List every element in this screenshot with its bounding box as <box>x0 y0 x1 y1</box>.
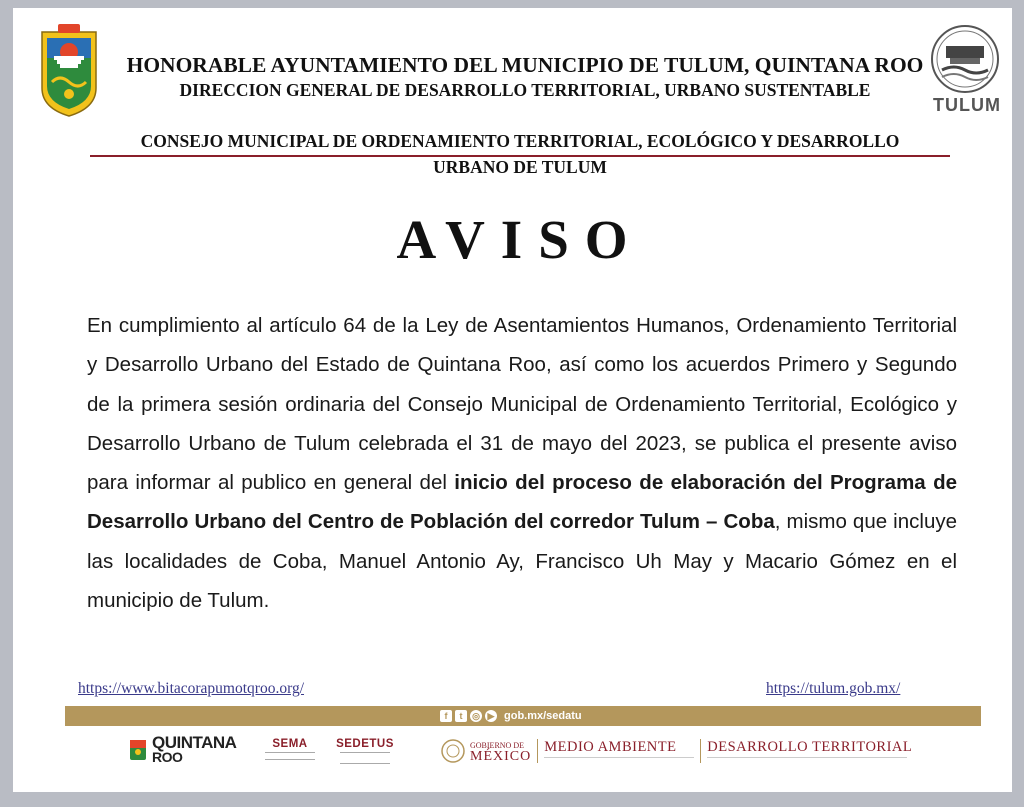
footer-divider-1 <box>537 739 538 763</box>
dept-medio-ambiente: MEDIO AMBIENTE <box>544 739 677 755</box>
qroo-name-1: QUINTANA <box>152 733 237 752</box>
qroo-name-2: ROO <box>152 749 183 765</box>
twitter-icon[interactable]: t <box>455 710 467 722</box>
dept1-sub-line <box>544 757 694 762</box>
sema-sub-lines <box>265 752 315 760</box>
header-subtitle: DIRECCION GENERAL DE DESARROLLO TERRITORIAL, URBANO SUSTENTABLE <box>179 80 871 100</box>
dept-desarrollo-territorial: DESARROLLO TERRITORIAL <box>707 739 913 755</box>
sedetus-label: SEDETUS <box>336 738 394 750</box>
notice-text-before: En cumplimiento al artículo 64 de la Ley de Asentamientos Humanos, Ordenamiento Territorial y Desarrollo Urbano del Estado de Quintana Roo, así como los acuerdos Primero y Segundo de la primera sesión ordinaria del Consejo Municipal de Ordenamiento Territorial, Ecológico y Desarrollo Urbano de Tulum celebrada el 31 de mayo del 2023, se publica el presente aviso para informar al publico en general del <box>87 314 957 495</box>
notice-heading: AVISO <box>396 209 644 270</box>
notice-body <box>87 306 957 620</box>
social-handle: gob.mx/sedatu <box>504 710 582 722</box>
tulum-logo-text: TULUM <box>933 95 1001 115</box>
council-title-line2: URBANO DE TULUM <box>433 157 607 177</box>
facebook-icon[interactable]: f <box>440 710 452 722</box>
notice-text-after: , mismo que incluye las localidades de Coba, Manuel Antonio Ay, Francisco Uh May y Macario Gómez en el municipio de Tulum. <box>87 510 957 613</box>
footer-divider-2 <box>700 739 701 763</box>
instagram-icon[interactable]: ◎ <box>470 710 482 722</box>
quintana-roo-logo <box>128 733 237 765</box>
sema-label: SEMA <box>272 738 308 750</box>
sema-logo <box>255 738 325 762</box>
gob-line1: GOBIERNO DE <box>470 741 524 750</box>
council-title-line1: CONSEJO MUNICIPAL DE ORDENAMIENTO TERRITORIAL, ECOLÓGICO Y DESARROLLO <box>140 131 900 151</box>
sedetus-logo <box>330 738 400 766</box>
social-bar <box>440 709 582 723</box>
quintana-roo-emblem-icon <box>128 738 148 762</box>
sedetus-sub-lines <box>340 752 390 764</box>
header-title: HONORABLE AYUNTAMIENTO DEL MUNICIPIO DE TULUM, QUINTANA ROO <box>126 53 924 77</box>
mexico-seal-icon <box>440 738 466 764</box>
link-tulum-gob[interactable]: https://tulum.gob.mx/ <box>766 680 901 697</box>
gob-line2: MÉXICO <box>470 749 532 764</box>
youtube-icon[interactable]: ▶ <box>485 710 497 722</box>
municipal-shield-logo <box>38 22 100 118</box>
link-bitacora[interactable]: https://www.bitacorapumotqroo.org/ <box>78 680 305 697</box>
gobierno-mexico-logo <box>440 738 912 764</box>
notice-text-bold: inicio del proceso de elaboración del Programa de Desarrollo Urbano del Centro de Población del corredor Tulum – Coba <box>87 471 958 534</box>
dept2-sub-line <box>707 757 907 762</box>
